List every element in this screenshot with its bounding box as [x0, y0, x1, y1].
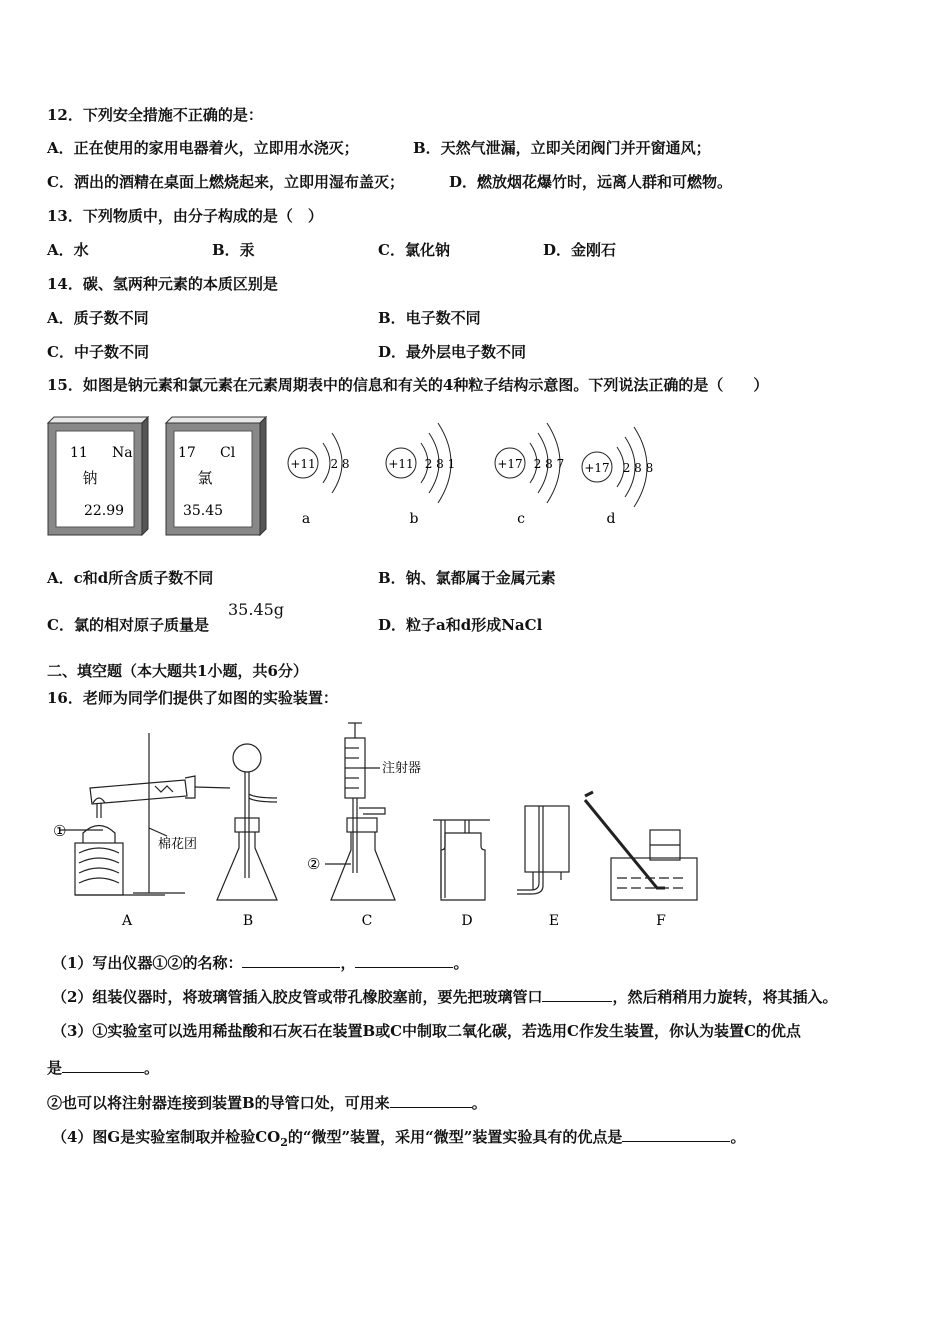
- q15-option-a: A．c和d所含质子数不同: [47, 569, 214, 587]
- q16-part4: （4）图G是实验室制取并检验$CO_2$的“微型”装置，采用“微型”装置实验具有的优点是 。: [52, 1128, 746, 1149]
- blank-4[interactable]: [62, 1058, 144, 1073]
- svg-text:2 8: 2 8: [330, 457, 350, 471]
- apparatus-a: [59, 733, 230, 895]
- q14-option-a: A．质子数不同: [47, 309, 149, 327]
- q15-figure: [40, 405, 680, 540]
- svg-text:2 8 8: 2 8 8: [622, 461, 654, 475]
- q12-option-a: A．正在使用的家用电器着火，立即用水浇灭；: [47, 139, 359, 157]
- q16-part3c: ②也可以将注射器连接到装置B的导管口处，可用来 。: [47, 1094, 487, 1112]
- svg-text:c: c: [517, 511, 525, 527]
- label-d: D: [461, 913, 473, 929]
- cl-atomic-mass: 35.45: [182, 503, 224, 519]
- q16-stem: 16．老师为同学们提供了如图的实验装置：: [47, 689, 338, 707]
- svg-text:b: b: [409, 511, 419, 527]
- section-heading: 二、填空题（本大题共1小题，共6分）: [47, 662, 308, 680]
- svg-text:a: a: [301, 511, 311, 527]
- q12-stem: 12．下列安全措施不正确的是：: [47, 106, 263, 124]
- q14-option-d: D．最外层电子数不同: [378, 343, 527, 361]
- na-atomic-mass: 22.99: [83, 503, 125, 519]
- label-circle-2: ②: [307, 855, 321, 873]
- q14-stem: 14．碳、氢两种元素的本质区别是: [47, 275, 278, 293]
- label-cotton: 棉花团: [158, 837, 198, 852]
- apparatus-d: [433, 820, 490, 900]
- q15-option-b: B．钠、氯都属于金属元素: [378, 569, 556, 587]
- cl-symbol: Cl: [220, 445, 236, 461]
- svg-text:+17: +17: [497, 457, 523, 471]
- q13-option-b: B．汞: [212, 241, 255, 259]
- svg-text:2 8 1: 2 8 1: [424, 457, 456, 471]
- apparatus-b: [217, 744, 277, 900]
- label-f: F: [656, 913, 666, 929]
- blank-1[interactable]: [242, 953, 340, 968]
- cl-atomic-number: 17: [178, 445, 196, 461]
- q14-option-b: B．电子数不同: [378, 309, 481, 327]
- apparatus-f: [585, 792, 697, 900]
- blank-6[interactable]: [622, 1127, 730, 1142]
- svg-text:2 8 7: 2 8 7: [533, 457, 565, 471]
- label-a: A: [121, 913, 133, 929]
- na-symbol: Na: [112, 445, 133, 461]
- particle-c: [495, 423, 564, 527]
- svg-text:+17: +17: [584, 461, 610, 475]
- particle-a: [288, 433, 350, 527]
- q12-option-c: C．洒出的酒精在桌面上燃烧起来，立即用湿布盖灭；: [47, 173, 404, 191]
- apparatus-e: [517, 806, 569, 894]
- particle-b: [386, 423, 455, 527]
- label-c: C: [361, 913, 373, 929]
- svg-text:d: d: [606, 511, 616, 527]
- blank-3[interactable]: [542, 987, 612, 1002]
- q13-option-c: C．氯化钠: [378, 241, 450, 259]
- na-name: 钠: [82, 469, 98, 487]
- q16-part1: （1）写出仪器①②的名称： ， 。: [52, 954, 469, 972]
- cl-name: 氯: [197, 469, 213, 487]
- blank-2[interactable]: [355, 953, 453, 968]
- q12-option-d: D．燃放烟花爆竹时，远离人群和可燃物。: [449, 173, 733, 191]
- q15-option-d: D．粒子a和d形成NaCl: [378, 616, 543, 634]
- q13-stem: 13．下列物质中，由分子构成的是（ ）: [47, 207, 323, 225]
- q13-option-d: D．金刚石: [543, 241, 617, 259]
- q16-part3a: （3）①实验室可以选用稀盐酸和石灰石在装置B或C中制取二氧化碳，若选用C作发生装置，你认为装置C的优点: [52, 1022, 801, 1040]
- q12-option-b: B．天然气泄漏，立即关闭阀门并开窗通风；: [413, 139, 711, 157]
- svg-text:+11: +11: [290, 457, 316, 471]
- label-circle-1: ①: [53, 822, 67, 840]
- q14-option-c: C．中子数不同: [47, 343, 149, 361]
- sodium-element-card: [48, 417, 148, 535]
- chlorine-element-card: [166, 417, 266, 535]
- q13-option-a: A．水: [47, 241, 89, 259]
- apparatus-c: [325, 723, 395, 900]
- particle-d: [582, 427, 653, 527]
- svg-text:+11: +11: [388, 457, 414, 471]
- q16-apparatus-figure: [45, 718, 705, 933]
- q16-part2: （2）组装仪器时，将玻璃管插入胶皮管或带孔橡胶塞前，要先把玻璃管口 ，然后稍稍用力旋转，将其插入。: [52, 988, 838, 1006]
- blank-5[interactable]: [390, 1093, 472, 1108]
- q15-option-c: C．氯的相对原子质量是: [47, 616, 209, 634]
- na-atomic-number: 11: [70, 445, 88, 461]
- label-syringe: 注射器: [382, 761, 422, 776]
- label-b: B: [242, 913, 254, 929]
- q15-option-c-value: 35.45g: [228, 600, 285, 619]
- label-e: E: [548, 913, 560, 929]
- q15-stem: 15．如图是钠元素和氯元素在元素周期表中的信息和有关的4种粒子结构示意图。下列说法正确的是（ ）: [47, 376, 769, 394]
- q16-part3b: 是 。: [47, 1059, 160, 1077]
